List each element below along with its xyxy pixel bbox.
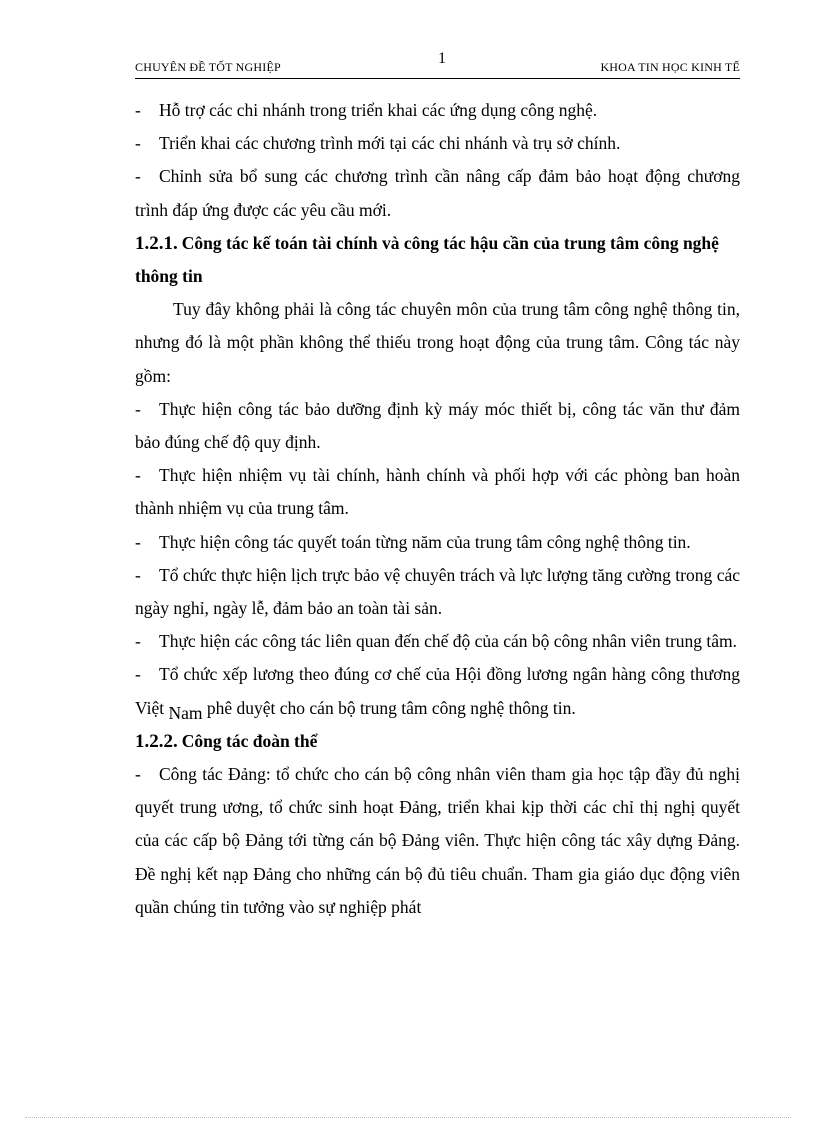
list-item: - Tổ chức thực hiện lịch trực bảo vệ chuyên trách và lực lượng tăng cường trong các ngày nghỉ, ngày lễ, đảm bảo an toàn tài sản. (135, 564, 740, 619)
list-item: - Thực hiện công tác bảo dưỡng định kỳ máy móc thiết bị, công tác văn thư đảm bảo đúng chế độ quy định. (135, 398, 740, 453)
page-header (135, 50, 740, 79)
list-item: - Công tác Đảng: tổ chức cho cán bộ công nhân viên tham gia học tập đầy đủ nghị quyết trung ương, tổ chức sinh hoạt Đảng, triển khai kịp thời các chỉ thị nghị quyết của các cấp bộ Đảng tới từng cán bộ Đảng viên. Thực hiện công tác xây dựng Đảng. Đề nghị kết nạp Đảng cho những cán bộ đủ tiêu chuẩn. Tham gia giáo dục động viên quần chúng tin tưởng vào sự nghiệp phát (135, 764, 740, 917)
list-item: - Thực hiện các công tác liên quan đến chế độ của cán bộ công nhân viên trung tâm. (135, 631, 738, 652)
header-left-title: CHUYÊN ĐỀ TỐT NGHIỆP (135, 60, 281, 74)
paragraph: Tuy đây không phải là công tác chuyên môn của trung tâm công nghệ thông tin, nhưng đó là một phần không thể thiếu trong hoạt động của trung tâm. Công tác này gồm: (135, 299, 740, 386)
list-item: - Chỉnh sửa bổ sung các chương trình cần nâng cấp đảm bảo hoạt động chương trình đáp ứng được các yêu cầu mới. (135, 166, 740, 220)
page-bottom-border (25, 1117, 791, 1118)
section-heading (135, 227, 740, 293)
list-item: - Thực hiện nhiệm vụ tài chính, hành chính và phối hợp với các phòng ban hoàn thành nhiệm vụ của trung tâm. (135, 465, 740, 519)
list-item: - Hỗ trợ các chi nhánh trong triển khai các ứng dụng công nghệ. (135, 100, 598, 120)
list-item: - Triển khai các chương trình mới tại các chi nhánh và trụ sở chính. (135, 133, 621, 154)
section-heading (135, 725, 740, 758)
document-body (135, 94, 740, 924)
section-title: Công tác đoàn thể (181, 730, 318, 751)
page-number: 1 (438, 50, 446, 67)
section-number: 1.2.1. (135, 232, 178, 254)
subscript-text: Nam (168, 702, 203, 723)
section-title: Công tác kế toán tài chính và công tác hậu cần của trung tâm công nghệ thông tin (135, 232, 719, 287)
header-right-title: KHOA TIN HỌC KINH TẾ (600, 60, 740, 74)
section-number: 1.2.2. (135, 730, 178, 752)
list-item: - Tổ chức xếp lương theo đúng cơ chế của Hội đồng lương ngân hàng công thương Việt Nam phê duyệt cho cán bộ trung tâm công nghệ thông tin. (135, 664, 740, 723)
list-item: - Thực hiện công tác quyết toán từng năm của trung tâm công nghệ thông tin. (135, 531, 691, 552)
